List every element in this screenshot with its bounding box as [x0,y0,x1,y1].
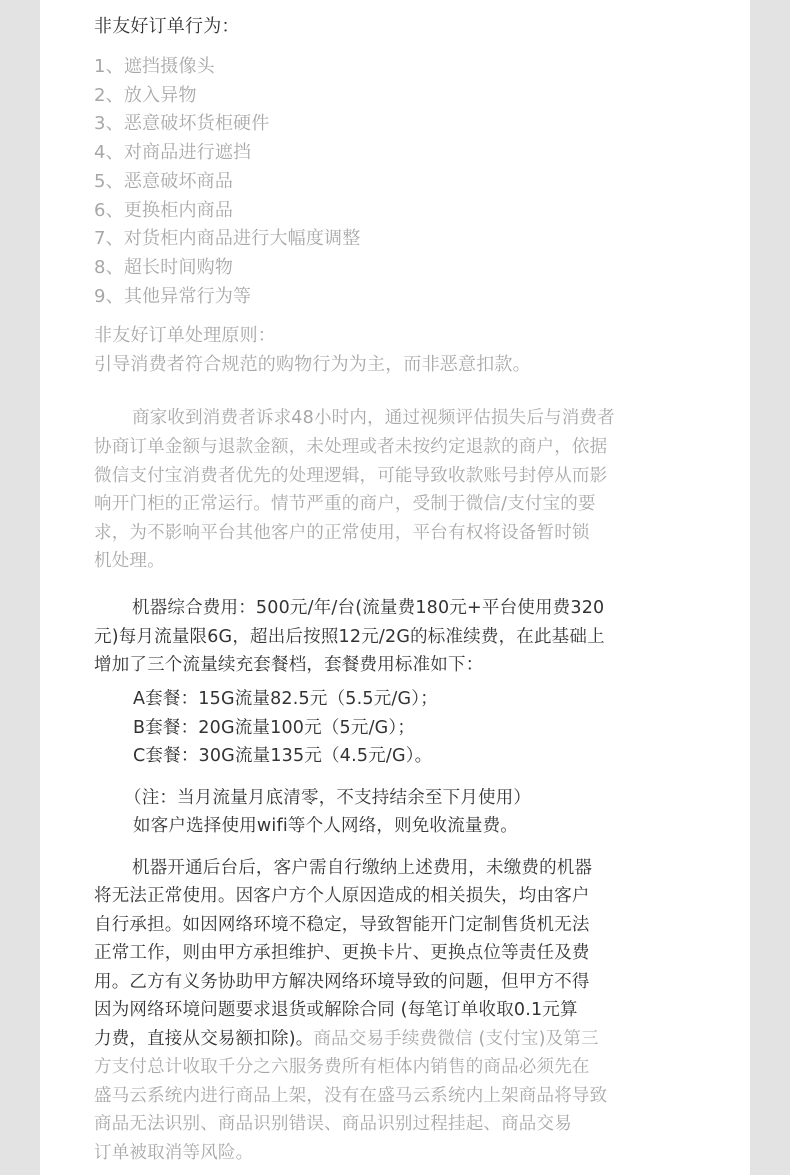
paragraph-line: 求，为不影响平台其他客户的正常使用，平台有权将设备暂时锁 [94,523,590,543]
paragraph-line: 将无法正常使用。因客户方个人原因造成的相关损失，均由客户 [94,886,590,906]
behavior-item: 2、放入异物 [94,85,197,106]
section-heading: 非友好订单行为： [94,16,240,37]
paragraph-line: 自行承担。如因网络环境不稳定，导致智能开门定制售货机无法 [94,915,590,935]
fees-line: 增加了三个流量续充套餐档，套餐费用标准如下： [94,655,484,675]
document-page [40,0,750,1175]
paragraph-line: 微信支付宝消费者优先的处理逻辑，可能导致收款账号封停从而影 [94,466,608,486]
principle-text: 引导消费者符合规范的购物行为为主，而非恶意扣款。 [94,354,531,375]
paragraph-line: 盛马云系统内进行商品上架，没有在盛马云系统内上架商品将导致 [94,1086,608,1106]
behavior-item: 5、恶意破坏商品 [94,171,234,192]
fees-line: 机器综合费用：500元/年/台(流量费180元+平台使用费320 [132,598,605,618]
paragraph-line: 用。乙方有义务协助甲方解决网络环境导致的问题，但甲方不得 [94,972,590,992]
paragraph-line: 机处理。 [94,551,165,571]
behavior-item: 6、更换柜内商品 [94,200,234,221]
paragraph-line: 商家收到消费者诉求48小时内，通过视频评估损失后与消费者 [132,408,615,428]
paragraph-mixed-line [94,1025,599,1050]
paragraph-line: 订单被取消等风险。 [94,1143,254,1163]
fees-line: 元)每月流量限6G，超出后按照12元/2G的标准续费，在此基础上 [94,627,605,647]
note-line: （注：当月流量月底清零，不支持结余至下月使用） [124,788,532,808]
paragraph-gray-segment: 商品交易手续费微信 (支付宝)及第三 [313,1029,599,1049]
paragraph-line: 因为网络环境问题要求退货或解除合同 (每笔订单收取0.1元算 [94,1000,578,1020]
paragraph-line: 机器开通后台后，客户需自行缴纳上述费用，未缴费的机器 [132,858,593,878]
note-line: 如客户选择使用wifi等个人网络，则免收流量费。 [133,816,518,836]
paragraph-line: 方支付总计收取千分之六服务费所有柜体内销售的商品必须先在 [94,1057,590,1077]
principle-title: 非友好订单处理原则： [94,325,276,346]
package-item: C套餐：30G流量135元（4.5元/G）。 [133,746,433,766]
package-item: B套餐：20G流量100元（5元/G）； [133,718,416,738]
paragraph-line: 正常工作，则由甲方承担维护、更换卡片、更换点位等责任及费 [94,943,590,963]
paragraph-dark-segment: 力费，直接从交易额扣除)。 [94,1029,314,1049]
paragraph-line: 协商订单金额与退款金额，未处理或者未按约定退款的商户，依据 [94,437,608,457]
paragraph-line: 商品无法识别、商品识别错误、商品识别过程挂起、商品交易 [94,1114,572,1134]
behavior-item: 1、遮挡摄像头 [94,56,215,77]
behavior-item: 7、对货柜内商品进行大幅度调整 [94,228,361,249]
behavior-item: 9、其他异常行为等 [94,286,252,307]
behavior-item: 4、对商品进行遮挡 [94,142,252,163]
paragraph-line: 响开门柜的正常运行。情节严重的商户，受制于微信/支付宝的要 [94,494,596,514]
package-item: A套餐：15G流量82.5元（5.5元/G）； [133,689,438,709]
behavior-item: 3、恶意破坏货柜硬件 [94,113,270,134]
behavior-item: 8、超长时间购物 [94,257,234,278]
